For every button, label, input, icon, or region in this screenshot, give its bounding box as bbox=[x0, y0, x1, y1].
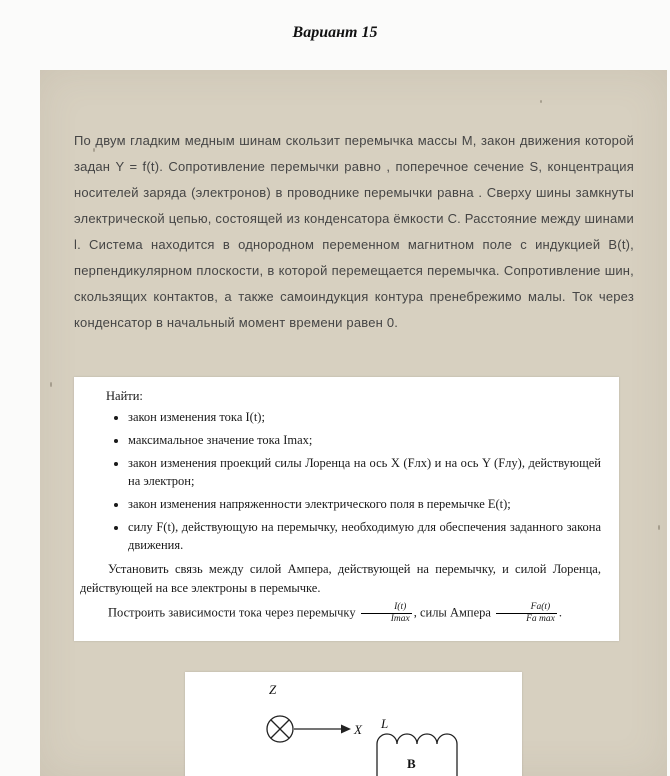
x-axis-label: X bbox=[354, 722, 362, 737]
tasks-box bbox=[74, 377, 619, 641]
circuit-diagram-svg bbox=[185, 672, 522, 776]
plot-middle: , силы Ампера bbox=[413, 605, 491, 620]
ampere-lorentz-paragraph: Установить связь между силой Ампера, действующей на перемычку, и силой Лоренца, действующей на все электроны в перемычке. bbox=[80, 562, 601, 595]
tasks-list bbox=[110, 408, 601, 554]
inductor-label: L bbox=[381, 716, 389, 731]
plot-paragraph bbox=[80, 602, 601, 625]
task-item: • закон изменения тока I(t); bbox=[128, 408, 601, 426]
page-title: Вариант 15 bbox=[292, 24, 378, 41]
magnetic-field-label: B bbox=[407, 756, 416, 771]
scanned-paper bbox=[40, 70, 667, 776]
z-axis-label: Z bbox=[269, 682, 277, 697]
task-item: • силу F(t), действующую на перемычку, необходимую для обеспечения заданного закона движения. bbox=[128, 518, 601, 554]
task-item: • закон изменения напряженности электрического поля в перемычке E(t); bbox=[128, 495, 601, 513]
circuit-diagram bbox=[185, 672, 522, 776]
z-axis-into-page-icon bbox=[267, 716, 293, 742]
ampere-force-ratio-fraction: $\frac{Fа(t)}{\text{Fа max}}$ bbox=[496, 602, 557, 625]
x-axis-arrow-icon bbox=[294, 725, 351, 734]
task-item: • закон изменения проекций силы Лоренца на ось X (Fлx) и на ось Y (Fлy), действующей на электрон; bbox=[128, 454, 601, 490]
problem-statement: По двум гладким медным шинам скользит перемычка массы M, закон движения которой задан Y = f(t). Сопротивление перемычки равно , поперечное сечение S, концентрация носителей заряда (электронов) в проводнике перемычки равна . Сверху шины замкнуты электрической цепью, состоящей из конденсатора ёмкости C. Расстояние между шинами l. Система находится в однородном переменном магнитном поле с индукцией B(t), перпендикулярном плоскости, в которой перемещается перемычка. Сопротивление шин, скользящих контактов, а также самоиндукция контура пренебрежимо малы. Ток через конденсатор в начальный момент времени равен 0. bbox=[74, 133, 634, 330]
task-item: • максимальное значение тока Imax; bbox=[128, 431, 601, 449]
scan-speck bbox=[658, 525, 660, 530]
scan-speck bbox=[50, 382, 52, 387]
plot-suffix: . bbox=[558, 605, 562, 620]
scan-speck bbox=[540, 100, 542, 103]
plot-prefix: Построить зависимости тока через перемычку bbox=[108, 605, 356, 620]
current-ratio-fraction: $\frac{I(t)}{Imax}$ bbox=[361, 602, 412, 625]
tasks-heading: Найти: bbox=[106, 389, 143, 403]
inductor-coil-icon bbox=[377, 734, 457, 744]
